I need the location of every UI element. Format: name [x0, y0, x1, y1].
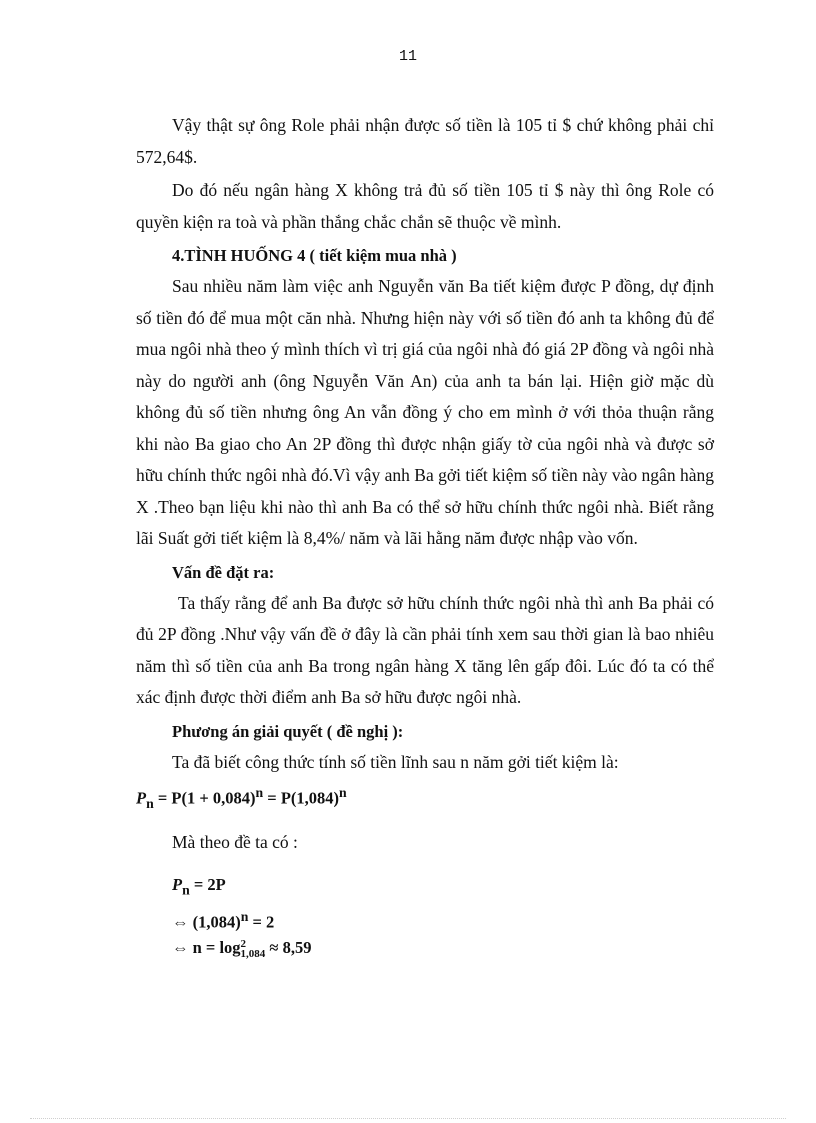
paragraph-case-description: Sau nhiều năm làm việc anh Nguyễn văn Ba tiết kiệm được P đồng, dự định số tiền đó để mua một căn nhà. Nhưng hiện này với số tiền đó anh ta không đủ để mua ngôi nhà theo ý mình thích vì trị giá của ngôi nhà đó giá 2P đồng và ngôi nhà này do người anh (ông Nguyễn Văn An) của anh ta bán lại. Hiện giờ mặc dù không đủ số tiền nhưng ông An vẫn đồng ý cho em mình ở với thỏa thuận rằng khi nào Ba giao cho An 2P đồng thì được nhận giấy tờ của ngôi nhà và được sở hữu chính thức ngôi nhà đó.Vì vậy anh Ba gởi tiết kiệm số tiền này vào ngân hàng X .Theo bạn liệu khi nào thì anh Ba có thể sở hữu chính thức ngôi nhà. Biết rằng lãi Suất gởi tiết kiệm là 8,4%/ năm và lãi hằng năm được nhập vào vốn.: [136, 276, 714, 548]
paragraph-given: Mà theo đề ta có :: [172, 831, 298, 852]
subheading-problem: Vấn đề đặt ra:: [172, 562, 275, 582]
formula-line-2: [172, 904, 714, 936]
formula-subscript: n: [182, 882, 190, 898]
formula-line-3: [172, 935, 714, 961]
page-bottom-divider: [30, 1118, 786, 1119]
formula-line-1: [172, 872, 714, 903]
section-heading-case-4: 4.TÌNH HUỐNG 4 ( tiết kiệm mua nhà ): [172, 246, 457, 265]
formula-equals: =: [263, 788, 281, 808]
paragraph-legal-right: Do đó nếu ngân hàng X không trả đủ số tiền 105 tỉ $ này thì ông Role có quyền kiện ra toà và phần thắng chắc chắn sẽ thuộc về mình.: [136, 180, 714, 232]
formula-exponent: n: [255, 785, 264, 800]
formula-symbol: P: [136, 788, 147, 808]
formula-exponent: n: [339, 785, 347, 800]
formula-equals: =: [153, 788, 172, 808]
formula-term: ≈ 8,59: [265, 938, 312, 958]
paragraph-conclusion-amount: Vậy thật sự ông Role phải nhận được số tiền là 105 tỉ $ chứ không phải chỉ 572,64$.: [136, 115, 714, 167]
formula-term: ⇔ n = log: [172, 938, 241, 958]
document-body: [136, 110, 714, 961]
page-number: 11: [398, 48, 417, 65]
log-base-stack: [241, 939, 266, 959]
subheading-solution: Phương án giải quyết ( đề nghị ):: [172, 721, 404, 741]
formula-term: = 2: [248, 912, 275, 932]
formula-subscript: n: [146, 795, 154, 811]
formula-exponent: n: [240, 908, 249, 924]
formula-compound-interest: [136, 780, 714, 817]
paragraph-formula-intro: Ta đã biết công thức tính số tiền lĩnh sau n năm gởi tiết kiệm là:: [172, 751, 619, 772]
formula-exponent: 2: [240, 938, 247, 951]
formula-subscript: 1,084: [240, 948, 266, 961]
paragraph-problem: Ta thấy rằng để anh Ba được sở hữu chính thức ngôi nhà thì anh Ba phải có đủ 2P đồng .Như vậy vấn đề ở đây là cần phải tính xem sau thời gian là bao nhiêu năm thì số tiền của anh Ba trong ngân hàng X tăng lên gấp đôi. Lúc đó ta có thể xác định được thời điểm anh Ba sở hữu được ngôi nhà.: [136, 592, 714, 707]
formula-term: ⇔ (1,084): [172, 912, 241, 932]
formula-term: = 2P: [189, 875, 226, 895]
formula-term: P(1 + 0,084): [171, 788, 256, 808]
formula-term: P(1,084): [280, 788, 340, 808]
formula-derivation: [172, 872, 714, 961]
formula-symbol: P: [172, 875, 183, 895]
